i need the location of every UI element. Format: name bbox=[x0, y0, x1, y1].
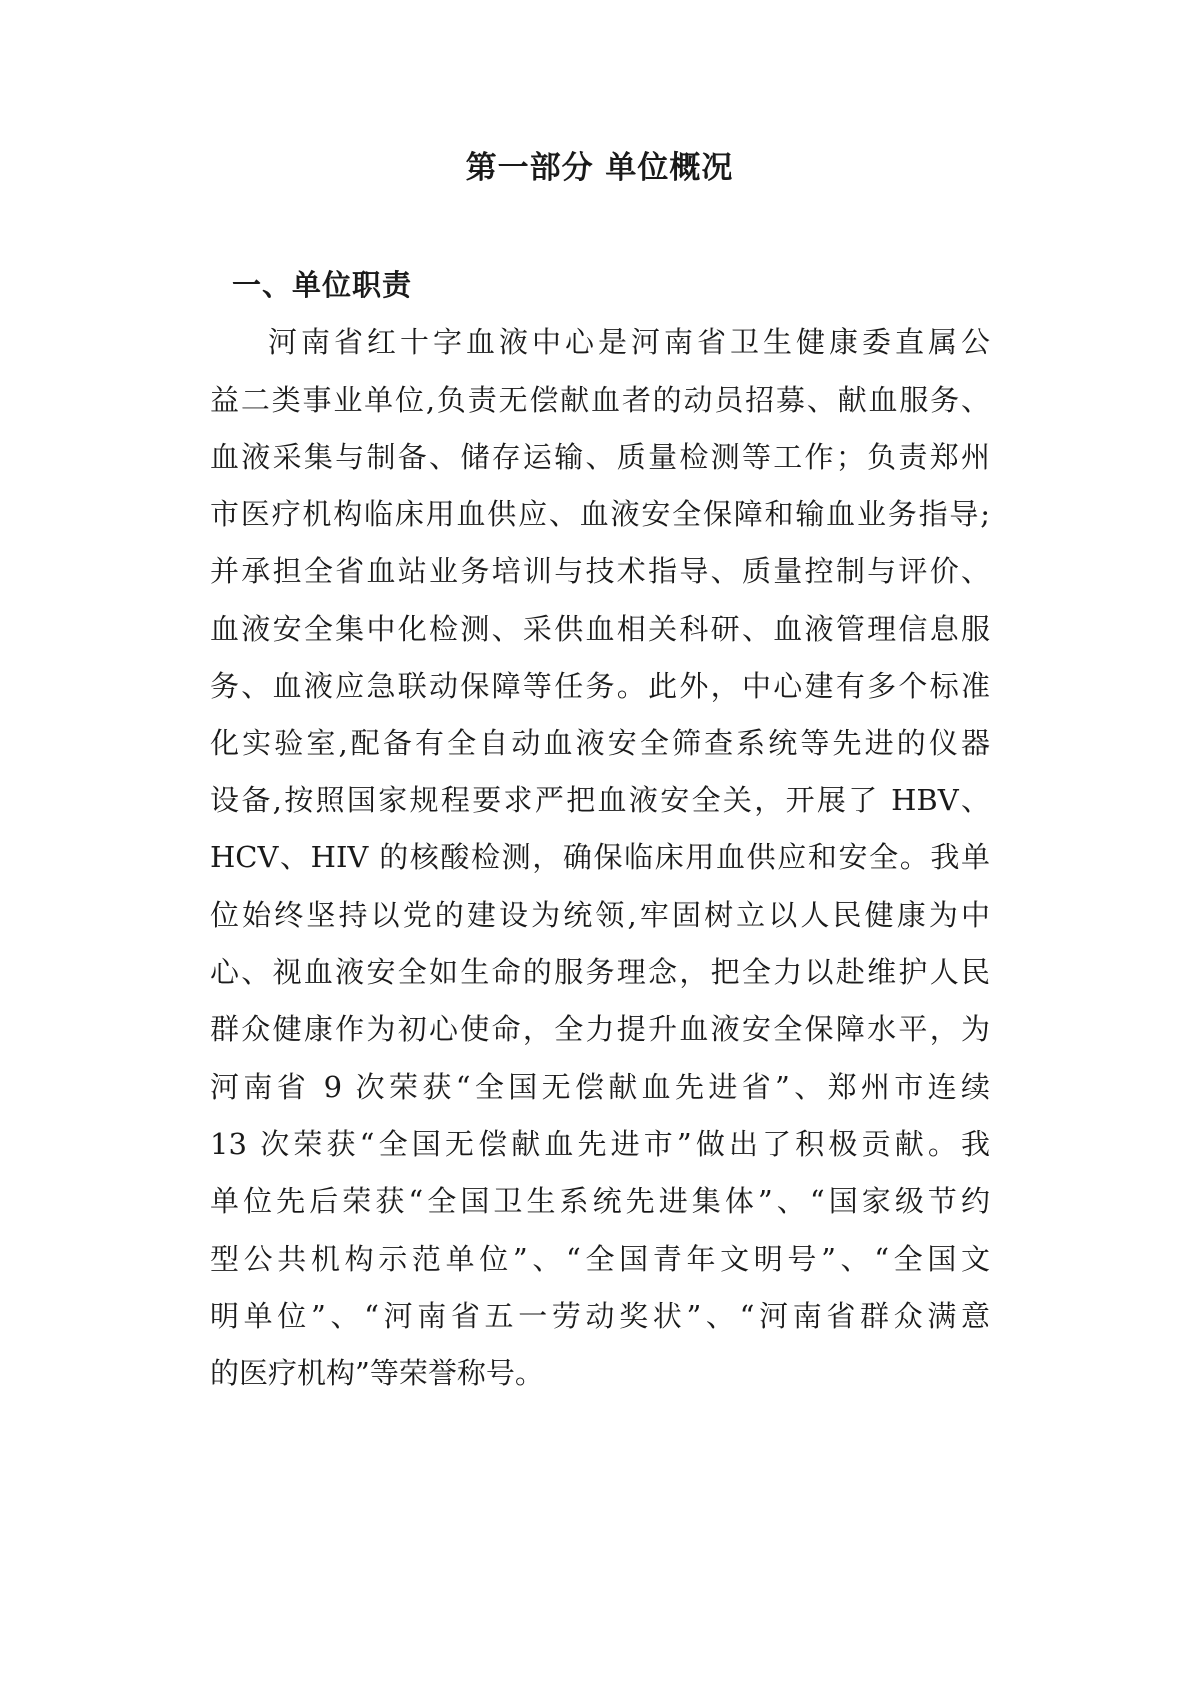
paragraph-line-8: 化实验室,配备有全自动血液安全筛查系统等先进的仪器 bbox=[210, 726, 990, 760]
paragraph-line-18: 明单位”、“河南省五一劳动奖状”、“河南省群众满意 bbox=[210, 1299, 990, 1333]
paragraph-line-10: HCV、HIV 的核酸检测，确保临床用血供应和安全。我单 bbox=[210, 840, 990, 874]
paragraph-line-14: 河南省 9 次荣获“全国无偿献血先进省”、郑州市连续 bbox=[210, 1070, 990, 1104]
paragraph-line-1: 河南省红十字血液中心是河南省卫生健康委直属公 bbox=[268, 325, 990, 359]
paragraph-line-15: 13 次荣获“全国无偿献血先进市”做出了积极贡献。我 bbox=[210, 1127, 990, 1161]
paragraph-line-11: 位始终坚持以党的建设为统领,牢固树立以人民健康为中 bbox=[210, 898, 990, 932]
paragraph-line-19: 的医疗机构”等荣誉称号。 bbox=[210, 1356, 544, 1390]
section-heading: 一、单位职责 bbox=[232, 268, 413, 302]
paragraph-line-13: 群众健康作为初心使命，全力提升血液安全保障水平，为 bbox=[210, 1012, 990, 1046]
paragraph-line-16: 单位先后荣获“全国卫生系统先进集体”、“国家级节约 bbox=[210, 1184, 990, 1218]
paragraph-line-4: 市医疗机构临床用血供应、血液安全保障和输血业务指导; bbox=[210, 497, 990, 531]
paragraph-line-3: 血液采集与制备、储存运输、质量检测等工作；负责郑州 bbox=[210, 440, 990, 474]
paragraph-line-6: 血液安全集中化检测、采供血相关科研、血液管理信息服 bbox=[210, 612, 990, 646]
paragraph-line-5: 并承担全省血站业务培训与技术指导、质量控制与评价、 bbox=[210, 554, 990, 588]
paragraph-line-9: 设备,按照国家规程要求严把血液安全关，开展了 HBV、 bbox=[210, 783, 990, 817]
paragraph-line-12: 心、视血液安全如生命的服务理念，把全力以赴维护人民 bbox=[210, 955, 990, 989]
paragraph-line-17: 型公共机构示范单位”、“全国青年文明号”、“全国文 bbox=[210, 1242, 990, 1276]
paragraph-line-2: 益二类事业单位,负责无偿献血者的动员招募、献血服务、 bbox=[210, 383, 990, 417]
page-title: 第一部分 单位概况 bbox=[465, 150, 734, 186]
paragraph-line-7: 务、血液应急联动保障等任务。此外，中心建有多个标准 bbox=[210, 669, 990, 703]
